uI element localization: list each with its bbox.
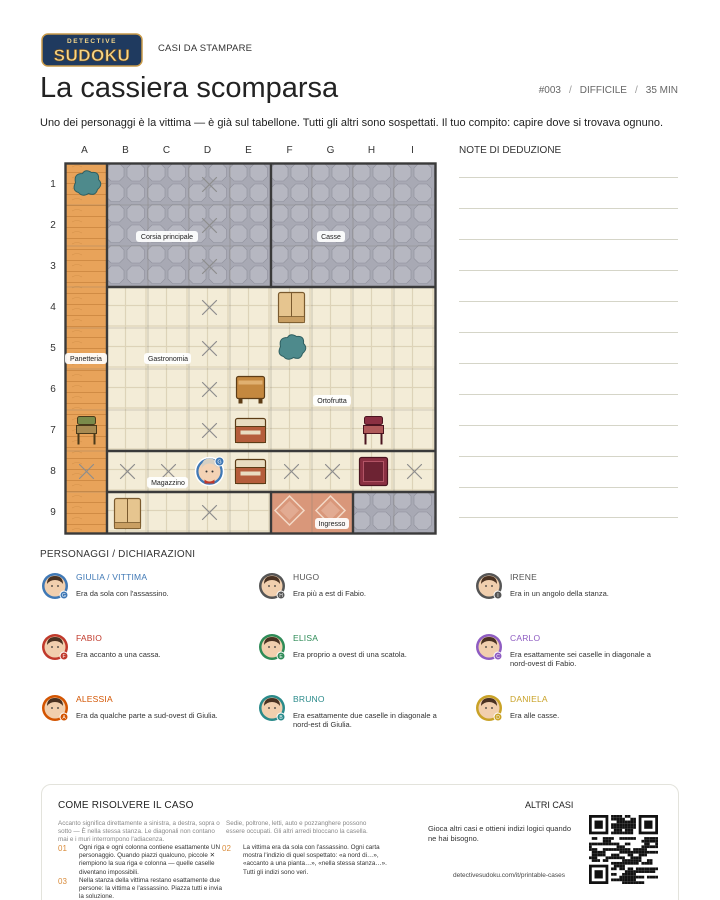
column-label: A (81, 145, 88, 156)
character-name: BRUNO (293, 694, 325, 704)
step-number: 02 (222, 844, 231, 853)
room-label-gastronomia: Gastronomia (147, 356, 189, 363)
intro-text: Uno dei personaggi è la vittima — è già sul tabellone. Tutti gli altri sono sospettati. Il tuo compito: capire dove si trovava ognuno. (40, 117, 664, 129)
series-label: CASI DA STAMPARE (158, 43, 253, 54)
note-line[interactable] (459, 239, 678, 240)
notes-title: NOTE DI DEDUZIONE (459, 145, 562, 156)
plant-icon (74, 171, 101, 196)
character-name: IRENE (510, 572, 537, 582)
row-label: 9 (50, 507, 56, 518)
qr-code-icon[interactable] (589, 815, 658, 884)
column-label: H (367, 145, 376, 156)
character-name: CARLO (510, 633, 541, 643)
note-line[interactable] (459, 301, 678, 302)
note-line[interactable] (459, 208, 678, 209)
column-label: D (203, 145, 212, 156)
character-name: GIULIA / VITTIMA (76, 572, 148, 582)
character-name: ELISA (293, 633, 319, 643)
step-number: 01 (58, 844, 67, 853)
row-label: 4 (50, 302, 56, 313)
time-label: 35 MIN (645, 85, 678, 96)
character-statement: Era esattamente sei caselle in diagonale a nord-ovest di Fabio. (510, 650, 651, 669)
character-statement: Era da sola con l'assassino. (76, 589, 169, 598)
cart-icon (360, 458, 388, 486)
row-label: 6 (50, 384, 56, 395)
row-label: 2 (50, 220, 56, 231)
box-icon (279, 293, 305, 323)
more-cases-text: Gioca altri casi e ottieni indizi logici quando ne hai bisogno. (428, 824, 571, 843)
meta-separator: / (568, 85, 572, 96)
row-label: 1 (50, 179, 56, 190)
character-statement: Era in un angolo della stanza. (510, 589, 609, 598)
character-avatar-icon (475, 633, 503, 661)
note-line[interactable] (459, 487, 678, 488)
note-line[interactable] (459, 517, 678, 518)
note-line[interactable] (459, 456, 678, 457)
room-label-casse: Casse (321, 234, 341, 241)
box-icon (115, 499, 141, 529)
character-name: ALESSIA (76, 694, 113, 704)
avatar-initial: D (496, 715, 500, 721)
character-statement: Era alle casse. (510, 711, 560, 720)
case-number: #003 (538, 85, 561, 96)
avatar-initial: G (62, 593, 66, 599)
room-label-ortofrutta: Ortofrutta (317, 398, 347, 405)
avatar-initial: C (496, 654, 500, 660)
svg-text:G: G (217, 459, 222, 466)
column-label: B (122, 145, 129, 156)
character-avatar-icon (258, 633, 286, 661)
howto-title: COME RISOLVERE IL CASO (58, 800, 194, 811)
difficulty-label: DIFFICILE (579, 85, 627, 96)
note-line[interactable] (459, 363, 678, 364)
room-label-magazzino: Magazzino (151, 480, 185, 487)
column-label: F (286, 145, 293, 156)
room-label-panetteria: Panetteria (70, 356, 102, 363)
detective-sudoku-logo (41, 33, 143, 67)
character-avatar-icon (258, 694, 286, 722)
more-cases-title: ALTRI CASI (525, 800, 574, 810)
character-name: HUGO (293, 572, 320, 582)
avatar-initial: A (62, 715, 66, 721)
victim-token-icon[interactable] (196, 457, 225, 486)
row-label: 3 (50, 261, 56, 272)
character-name: DANIELA (510, 694, 548, 704)
avatar-initial: E (279, 654, 283, 660)
step-number: 03 (58, 877, 67, 886)
meta-separator: / (634, 85, 638, 96)
characters-title: PERSONAGGI / DICHIARAZIONI (40, 549, 196, 560)
character-avatar-icon (41, 572, 69, 600)
column-label: G (326, 145, 335, 156)
svg-text:SUDOKU: SUDOKU (53, 46, 131, 65)
note-line[interactable] (459, 270, 678, 271)
character-statement: Era accanto a una cassa. (76, 650, 161, 659)
character-avatar-icon (475, 694, 503, 722)
plant-icon (279, 335, 306, 360)
step-text: Ogni riga e ogni colonna contiene esattamente UN personaggio. Quando piazzi qualcuno, piccole ✕ riempiono la sua riga e colonna — quelle caselle diventano impossibili. (79, 844, 221, 876)
game-board[interactable] (64, 162, 437, 535)
column-label: C (162, 145, 171, 156)
avatar-initial: I (497, 593, 499, 599)
character-avatar-icon (41, 633, 69, 661)
column-label: E (245, 145, 252, 156)
character-statement: Era più a est di Fabio. (293, 589, 366, 598)
note-line[interactable] (459, 425, 678, 426)
avatar-initial: H (279, 593, 283, 599)
step-text: La vittima era da sola con l'assassino. Ogni carta mostra l'indizio di quel sospettato: «a nord di…», «accanto a una pianta…», «nella stessa stanza…». Tutti gli indizi sono veri. (243, 844, 387, 876)
character-statement: Era esattamente due caselle in diagonale a nord-est di Giulia. (293, 711, 437, 730)
avatar-initial: F (62, 654, 66, 660)
howto-note-left: Accanto significa direttamente a sinistra, a destra, sopra o sotto — È nella stessa stanza. Le diagonali non contano mai e i muri interrompono l'adiacenza. (58, 820, 220, 844)
case-meta (539, 85, 678, 96)
character-avatar-icon (258, 572, 286, 600)
page-title: La cassiera scomparsa (40, 72, 339, 104)
step-text: Nella stanza della vittima restano esattamente due persone: la vittima e l'assassino. Piazza tutti e invia la soluzione. (79, 877, 222, 900)
character-statement: Era proprio a ovest di una scatola. (293, 650, 407, 659)
character-avatar-icon (41, 694, 69, 722)
character-name: FABIO (76, 633, 103, 643)
note-line[interactable] (459, 177, 678, 178)
svg-text:DETECTIVE: DETECTIVE (67, 38, 117, 45)
row-label: 5 (50, 343, 56, 354)
note-line[interactable] (459, 394, 678, 395)
howto-note-right: Sedie, poltrone, letti, auto e pozzanghere possono essere occupati. Gli altri arredi bloccano la casella. (226, 820, 368, 836)
room-label-corsia: Corsia principale (140, 234, 194, 241)
room-label-ingresso: Ingresso (318, 521, 346, 528)
row-label: 7 (50, 425, 56, 436)
character-avatar-icon (475, 572, 503, 600)
more-cases-link[interactable]: detectivesudoku.com/it/printable-cases (453, 872, 566, 879)
column-label: I (411, 145, 414, 156)
avatar-initial: B (279, 715, 283, 721)
row-label: 8 (50, 466, 56, 477)
character-statement: Era da qualche parte a sud-ovest di Giulia. (76, 711, 218, 720)
note-line[interactable] (459, 332, 678, 333)
crate-icon (236, 460, 266, 484)
panetteria-floor (66, 164, 107, 533)
crate-icon (236, 419, 266, 443)
